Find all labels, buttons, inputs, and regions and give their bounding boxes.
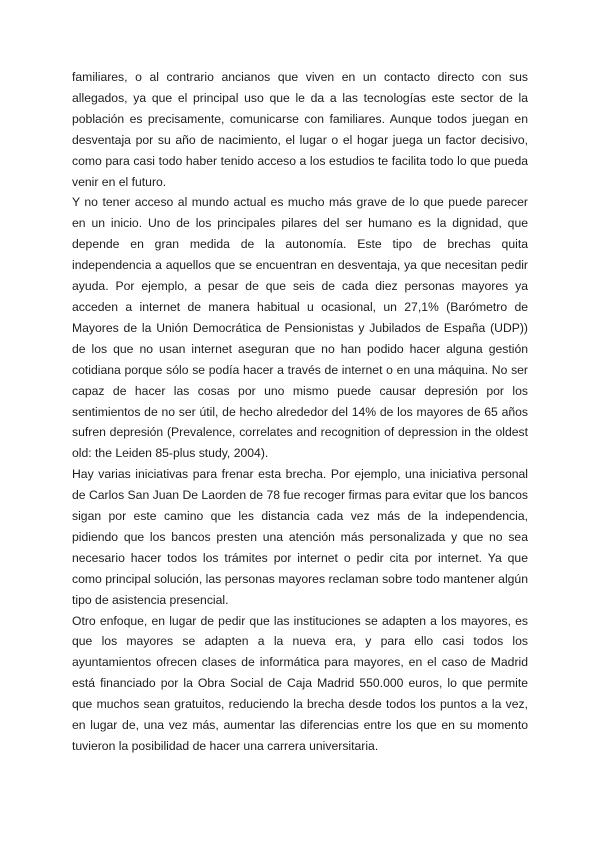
body-text (72, 67, 528, 757)
paragraph-other-approach: Otro enfoque, en lugar de pedir que las instituciones se adapten a los mayores, es que los mayores se adapten a la nueva era, y para ello casi todos los ayuntamientos ofrecen clases de informática para mayores, en el caso de Madrid está financiado por la Obra Social de Caja Madrid 550.000 euros, lo que permite que muchos sean gratuitos, reduciendo la brecha desde todos los puntos a la vez, en lugar de, una vez más, aumentar las diferencias entre los que en su momento tuvieron la posibilidad de hacer una carrera universitaria. (72, 613, 528, 753)
paragraph-initiatives: Hay varias iniciativas para frenar esta brecha. Por ejemplo, una iniciativa personal de Carlos San Juan De Laorden de 78 fue recoger firmas para evitar que los bancos sigan por este camino que les distancia cada vez más de la independencia, pidiendo que los bancos presten una atención más personalizada y que no sea necesario hacer todos los trámites por internet o pedir cita por internet. Ya que como principal solución, las personas mayores reclaman sobre todo mantener algún tipo de asistencia presencial. (72, 467, 528, 607)
paragraph-dignity-autonomy: Y no tener acceso al mundo actual es mucho más grave de lo que puede parecer en un inicio. Uno de los principales pilares del ser humano es la dignidad, que depende en gran medida de la autonomía. Este tipo de brechas quita independencia a aquellos que se encuentran en desventaja, ya que necesitan pedir ayuda. Por ejemplo, a pesar de que seis de cada diez personas mayores ya acceden a internet de manera habitual u ocasional, un 27,1% (Barómetro de Mayores de la Unión Democrática de Pensionistas y Jubilados de España (UDP)) de los que no usan internet aseguran que no han podido hacer alguna gestión cotidiana porque sólo se podía hacer a través de internet o en una máquina. No ser capaz de hacer las cosas por uno mismo puede causar depresión por los sentimientos de no ser útil, de hecho alrededor del 14% de los mayores de 65 años sufren depresión (Prevalence, correlates and recognition of depression in the oldest old: the Leiden 85-plus study, 2004). (72, 195, 528, 461)
paragraph-family-contact: familiares, o al contrario ancianos que viven en un contacto directo con sus allegados, ya que el principal uso que le da a las tecnologías este sector de la población es precisamente, comunicarse con familiares. Aunque todos juegan en desventaja por su año de nacimiento, el lugar o el hogar juega un factor decisivo, como para casi todo haber tenido acceso a los estudios te facilita todo lo que pueda venir en el futuro. (72, 70, 528, 189)
